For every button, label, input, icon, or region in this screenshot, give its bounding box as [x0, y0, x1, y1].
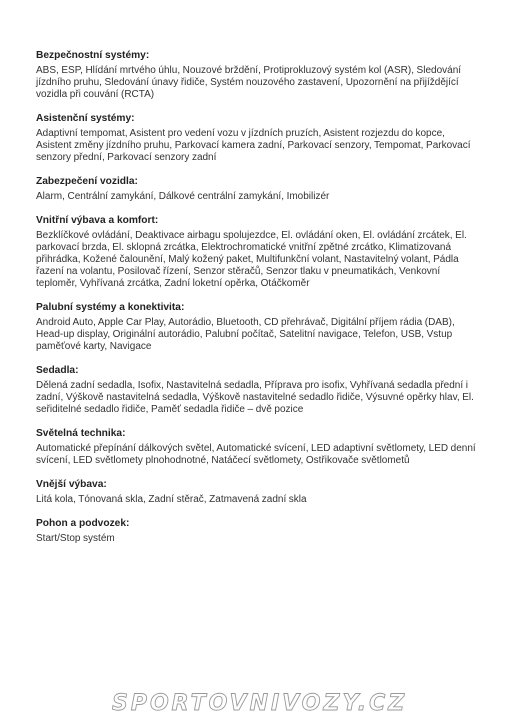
section-body: Start/Stop systém	[36, 533, 115, 544]
section-body: Litá kola, Tónovaná skla, Zadní stěrač, Zatmavená zadní skla	[36, 494, 307, 505]
section-title: Palubní systémy a konektivita:	[36, 302, 185, 313]
section-body: Bezklíčkové ovládání, Deaktivace airbagu spolujezdce, El. ovládání oken, El. ovládání zrcátek, El. parkovací brzda, El. sklopná zrcátka, Elektrochromatické vnitřní zpětné zrcátko, Klimatizovaná přihrádka, Kožené čalounění, Malý kožený paket, Multifunkční volant, Nastavitelný volant, Pádla řazení na volantu, Posilovač řízení, Senzor stěračů, Senzor tlaku v pneumatikách, Venkovní teploměr, Vyhřívaná zrcátka, Zadní loketní opěrka, Otáčkoměr	[36, 230, 467, 289]
section-title: Zabezpečení vozidla:	[36, 176, 138, 187]
section-title: Asistenční systémy:	[36, 113, 135, 124]
section-drivetrain	[36, 518, 476, 545]
section-body: Alarm, Centrální zamykání, Dálkové centrální zamykání, Imobilizér	[36, 191, 330, 202]
section-body: Automatické přepínání dálkových světel, Automatické svícení, LED adaptivní světlomety, LED denní svícení, LED světlomety plnohodnotné, Natáčecí světlomety, Ostřikovače světlometů	[36, 443, 476, 466]
watermark-text: SPORTOVNIVOZY.CZ	[112, 691, 408, 714]
section-body: ABS, ESP, Hlídání mrtvého úhlu, Nouzové brždění, Protiprokluzový systém kol (ASR), Sledování jízdního pruhu, Sledování únavy řidiče, Systém nouzového zastavení, Upozornění na přijíždějící vozidla při couvání (RCTA)	[36, 65, 462, 100]
section-title: Světelná technika:	[36, 428, 126, 439]
section-interior-comfort	[36, 215, 476, 290]
section-vehicle-security	[36, 176, 476, 203]
section-exterior	[36, 479, 476, 506]
equipment-list	[36, 50, 476, 557]
section-title: Pohon a podvozek:	[36, 518, 130, 529]
section-seats	[36, 365, 476, 416]
watermark-logo	[112, 690, 502, 714]
section-safety-systems	[36, 50, 476, 101]
section-onboard-connectivity	[36, 302, 476, 353]
section-lighting	[36, 428, 476, 467]
section-title: Vnitřní výbava a komfort:	[36, 215, 159, 226]
section-title: Sedadla:	[36, 365, 79, 376]
section-body: Adaptivní tempomat, Asistent pro vedení vozu v jízdních pruzích, Asistent rozjezdu do kopce, Asistent změny jízdního pruhu, Parkovací kamera zadní, Parkovací senzory, Tempomat, Parkovací senzory přední, Parkovací senzory zadní	[36, 128, 471, 163]
section-title: Bezpečnostní systémy:	[36, 50, 150, 61]
section-assistance-systems	[36, 113, 476, 164]
section-body: Dělená zadní sedadla, Isofix, Nastavitelná sedadla, Příprava pro isofix, Vyhřívaná sedadla přední i zadní, Výškově nastavitelná sedadla, Výškově nastavitelné sedadlo řidiče, Výsuvné opěrky hlav, El. seřiditelné sedadlo řidiče, Paměť sedadla řidiče – dvě pozice	[36, 380, 474, 415]
section-body: Android Auto, Apple Car Play, Autorádio, Bluetooth, CD přehrávač, Digitální příjem rádia (DAB), Head-up display, Originální autorádio, Palubní počítač, Satelitní navigace, Telefon, USB, Vstup paměťové karty, Navigace	[36, 317, 455, 352]
section-title: Vnější výbava:	[36, 479, 107, 490]
